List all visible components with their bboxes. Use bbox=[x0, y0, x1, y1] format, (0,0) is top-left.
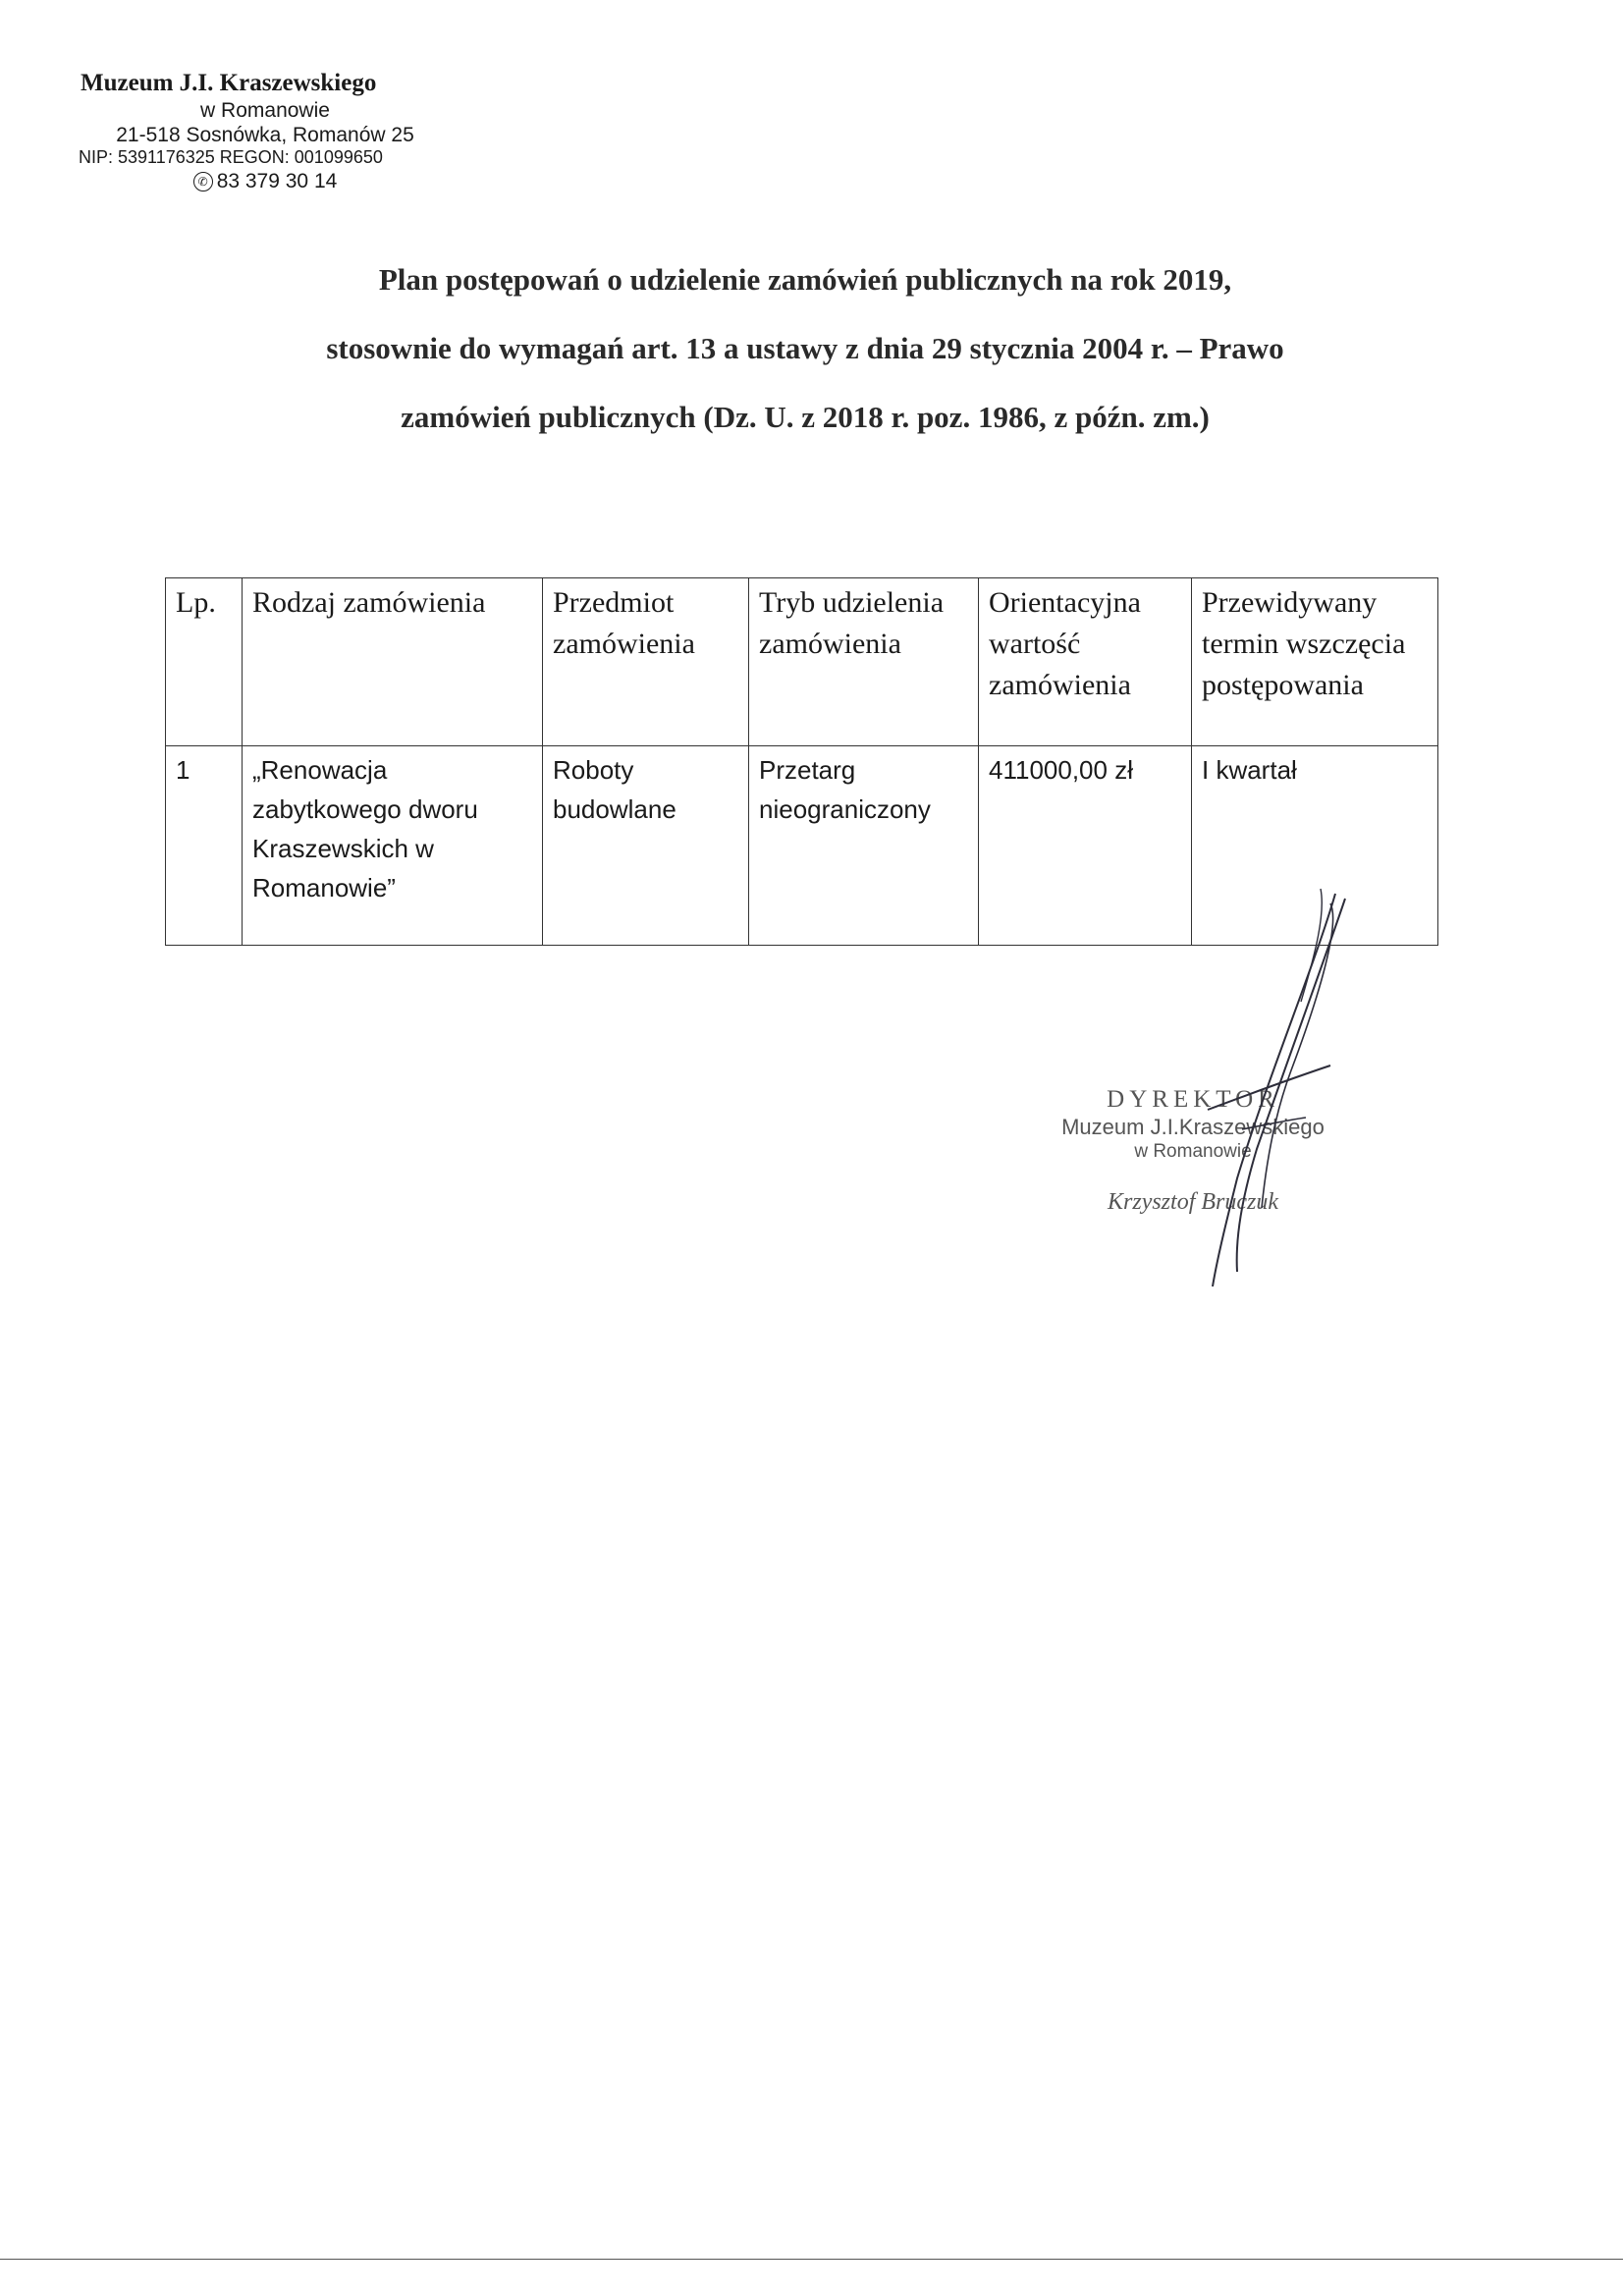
footer-rule bbox=[0, 2259, 1623, 2260]
handwritten-signature bbox=[1119, 884, 1375, 1296]
institution-phone bbox=[79, 169, 452, 193]
director-org: Muzeum J.I.Kraszewskiego bbox=[1061, 1115, 1325, 1139]
document-title bbox=[196, 246, 1414, 452]
header-rodzaj: Rodzaj zamówienia bbox=[243, 578, 543, 746]
cell-tryb: Przetarg nieograniczony bbox=[749, 746, 979, 946]
institution-address: 21-518 Sosnówka, Romanów 25 bbox=[116, 124, 414, 147]
phone-number: 83 379 30 14 bbox=[216, 169, 338, 192]
header-tryb: Tryb udzielenia zamówienia bbox=[749, 578, 979, 746]
institution-stamp bbox=[79, 69, 452, 193]
cell-termin: I kwartał bbox=[1192, 746, 1438, 946]
institution-name: Muzeum J.I. Kraszewskiego bbox=[81, 70, 377, 96]
header-przedmiot: Przedmiot zamówienia bbox=[543, 578, 749, 746]
cell-przedmiot: Roboty budowlane bbox=[543, 746, 749, 946]
cell-rodzaj: „Renowacja zabytkowego dworu Kraszewskich w Romanowie” bbox=[243, 746, 543, 946]
title-line-2: stosownie do wymagań art. 13 a ustawy z dnia 29 stycznia 2004 r. – Prawo bbox=[326, 331, 1284, 365]
title-line-3: zamówień publicznych (Dz. U. z 2018 r. poz. 1986, z późn. zm.) bbox=[401, 400, 1210, 434]
cell-wartosc: 411000,00 zł bbox=[979, 746, 1192, 946]
table-header-row bbox=[166, 578, 1438, 746]
phone-icon: ✆ bbox=[193, 172, 213, 191]
cell-lp: 1 bbox=[166, 746, 243, 946]
institution-ids: NIP: 5391176325 REGON: 001099650 bbox=[79, 147, 383, 168]
header-lp: Lp. bbox=[166, 578, 243, 746]
director-role: DYREKTOR bbox=[1107, 1086, 1279, 1113]
director-name: Krzysztof Bruczuk bbox=[1108, 1189, 1278, 1215]
header-termin: Przewidywany termin wszczęcia postępowania bbox=[1192, 578, 1438, 746]
title-line-1: Plan postępowań o udzielenie zamówień publicznych na rok 2019, bbox=[378, 262, 1232, 297]
institution-place: w Romanowie bbox=[200, 99, 330, 122]
director-place: w Romanowie bbox=[1134, 1141, 1252, 1162]
header-wartosc: Orientacyjna wartość zamówienia bbox=[979, 578, 1192, 746]
